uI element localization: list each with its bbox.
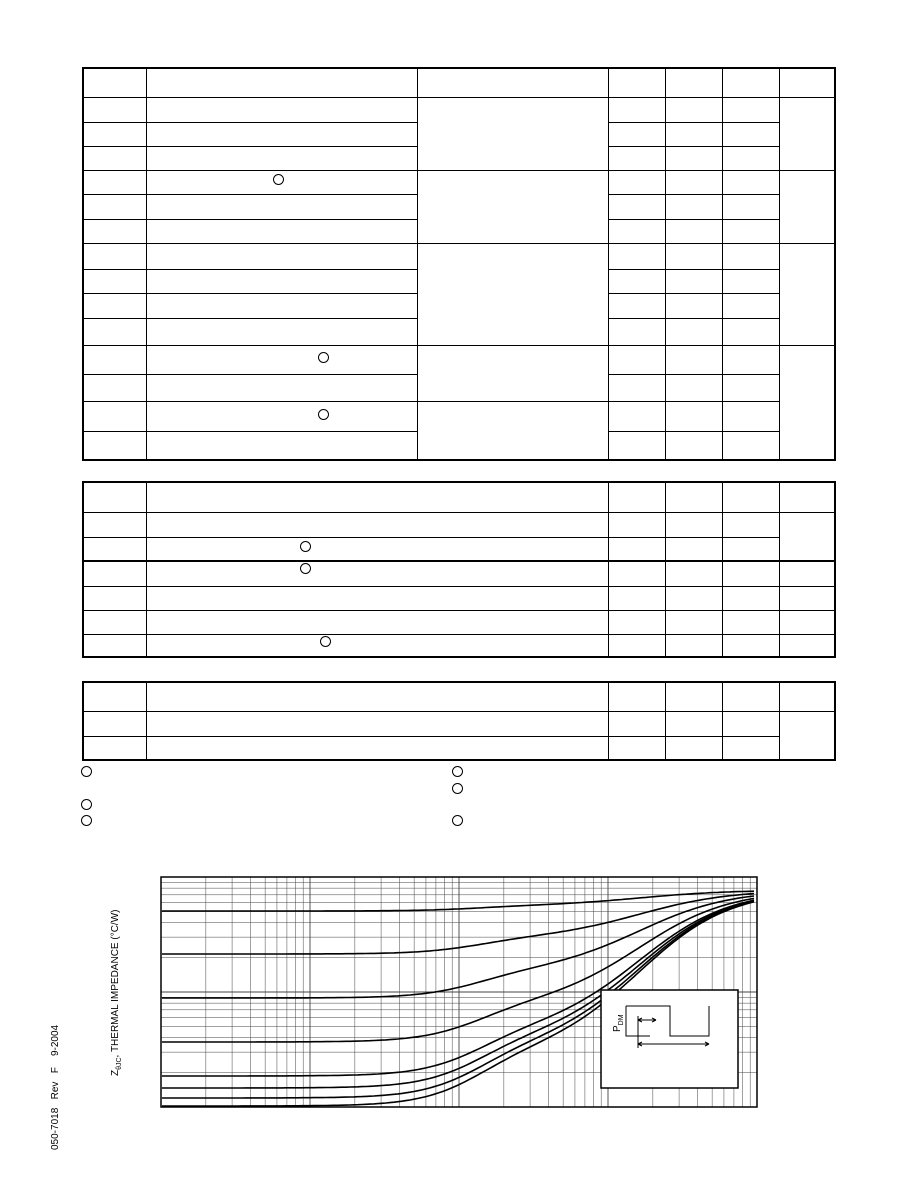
note-marker	[300, 541, 311, 552]
footnote-marker-3	[81, 815, 92, 826]
characteristics-table-3	[82, 681, 836, 761]
thermal-impedance-chart	[160, 876, 760, 1110]
rev-label: Rev	[50, 1081, 61, 1100]
characteristics-table-1	[82, 67, 836, 461]
y-axis-label: $Z_{\theta JC}$, THERMAL IMPEDANCE (°C/W)	[110, 909, 123, 1076]
doc-number: 050-7018	[50, 1107, 61, 1150]
footnote-marker-1	[81, 766, 92, 777]
pulse-inset	[601, 990, 738, 1088]
footnote-marker-5	[452, 783, 463, 794]
document-footer	[50, 1025, 61, 1150]
note-marker	[318, 409, 329, 420]
note-marker	[273, 174, 284, 185]
footnote-marker-4	[452, 766, 463, 777]
note-marker	[318, 352, 329, 363]
footnote-marker-6	[452, 815, 463, 826]
note-marker	[300, 563, 311, 574]
note-marker	[320, 636, 331, 647]
inset-pdm-label: $P_{DM}$	[612, 1014, 625, 1032]
doc-date: 9-2004	[50, 1024, 61, 1057]
footnote-marker-2	[81, 799, 92, 810]
characteristics-table-2	[82, 481, 836, 658]
rev-value: F	[50, 1067, 61, 1074]
